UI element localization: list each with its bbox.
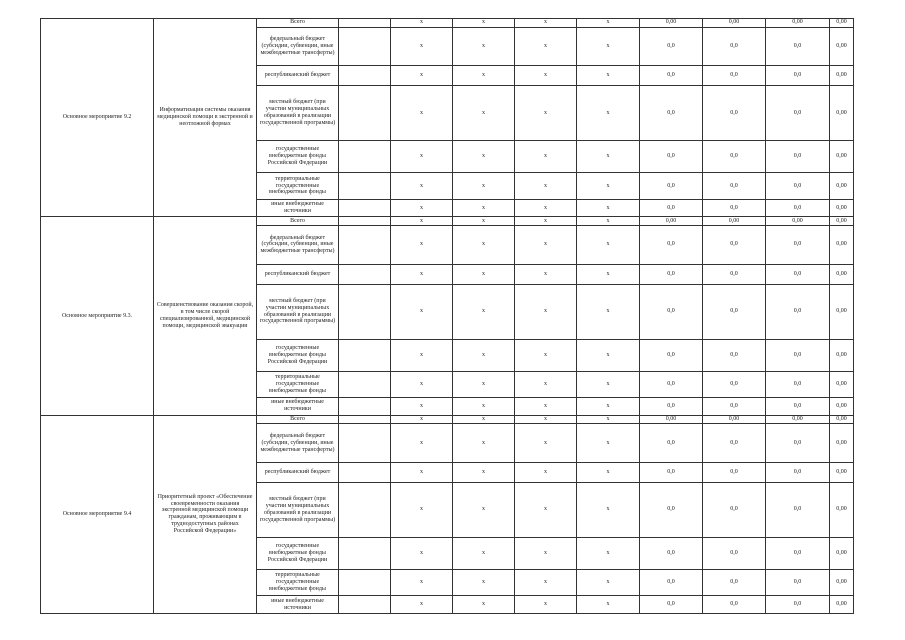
not-applicable-mark: х (577, 424, 640, 463)
amount-cell: 0,0 (703, 397, 766, 415)
amount-cell: 0,00 (830, 226, 854, 265)
not-applicable-mark: х (453, 371, 515, 397)
amount-cell: 0,0 (703, 173, 766, 199)
funding-source-cell: иные внебюджетные источники (257, 397, 339, 415)
amount-cell: 0,00 (830, 537, 854, 569)
amount-cell: 0,0 (766, 462, 830, 482)
amount-cell: 0,0 (703, 424, 766, 463)
not-applicable-mark: х (391, 86, 453, 141)
funding-source-cell: местный бюджет (при участии муниципальных образований в реализации государственной программы) (257, 482, 339, 537)
not-applicable-mark: х (515, 66, 577, 86)
amount-cell: 0,0 (640, 537, 703, 569)
not-applicable-mark: х (453, 141, 515, 173)
funding-source-cell: республиканский бюджет (257, 66, 339, 86)
amount-cell: 0,00 (703, 19, 766, 28)
event-title-cell: Приоритетный проект «Обеспечение своевременности оказания экстренной медицинской помощи гражданам, проживающим в труднодоступных районах Российской Федерации» (154, 415, 257, 613)
amount-cell: 0,00 (830, 371, 854, 397)
not-applicable-mark: х (515, 482, 577, 537)
amount-cell: 0,0 (766, 141, 830, 173)
not-applicable-mark: х (453, 415, 515, 424)
not-applicable-mark: х (577, 596, 640, 614)
not-applicable-mark: х (453, 86, 515, 141)
not-applicable-mark: х (391, 19, 453, 28)
amount-cell: 0,00 (703, 217, 766, 226)
amount-cell: 0,0 (703, 596, 766, 614)
amount-cell: 0,0 (703, 284, 766, 339)
amount-cell: 0,00 (830, 173, 854, 199)
amount-cell: 0,0 (766, 371, 830, 397)
amount-cell: 0,0 (640, 462, 703, 482)
budget-table (40, 18, 854, 614)
not-applicable-mark: х (391, 569, 453, 595)
amount-cell: 0,00 (830, 482, 854, 537)
empty-cell (339, 339, 391, 371)
funding-source-cell: государственные внебюджетные фонды Российской Федерации (257, 141, 339, 173)
amount-cell: 0,0 (703, 226, 766, 265)
empty-cell (339, 569, 391, 595)
amount-cell: 0,0 (703, 199, 766, 217)
not-applicable-mark: х (515, 339, 577, 371)
empty-cell (339, 199, 391, 217)
not-applicable-mark: х (453, 226, 515, 265)
amount-cell: 0,0 (703, 264, 766, 284)
not-applicable-mark: х (577, 86, 640, 141)
not-applicable-mark: х (453, 199, 515, 217)
amount-cell: 0,0 (766, 173, 830, 199)
not-applicable-mark: х (515, 397, 577, 415)
not-applicable-mark: х (391, 217, 453, 226)
empty-cell (339, 596, 391, 614)
amount-cell: 0,0 (766, 569, 830, 595)
not-applicable-mark: х (577, 415, 640, 424)
amount-cell: 0,00 (640, 415, 703, 424)
amount-cell: 0,0 (703, 339, 766, 371)
not-applicable-mark: х (453, 173, 515, 199)
not-applicable-mark: х (391, 264, 453, 284)
amount-cell: 0,0 (766, 264, 830, 284)
not-applicable-mark: х (453, 569, 515, 595)
amount-cell: 0,00 (830, 397, 854, 415)
not-applicable-mark: х (515, 537, 577, 569)
not-applicable-mark: х (515, 217, 577, 226)
amount-cell: 0,00 (830, 569, 854, 595)
not-applicable-mark: х (391, 173, 453, 199)
table-row (41, 19, 854, 28)
amount-cell: 0,00 (830, 264, 854, 284)
funding-source-cell: иные внебюджетные источники (257, 596, 339, 614)
amount-cell: 0,0 (766, 27, 830, 66)
not-applicable-mark: х (577, 27, 640, 66)
not-applicable-mark: х (577, 217, 640, 226)
not-applicable-mark: х (391, 66, 453, 86)
amount-cell: 0,0 (703, 27, 766, 66)
amount-cell: 0,0 (766, 424, 830, 463)
not-applicable-mark: х (453, 339, 515, 371)
not-applicable-mark: х (577, 482, 640, 537)
amount-cell: 0,00 (830, 217, 854, 226)
not-applicable-mark: х (515, 424, 577, 463)
not-applicable-mark: х (453, 397, 515, 415)
not-applicable-mark: х (515, 371, 577, 397)
not-applicable-mark: х (453, 217, 515, 226)
empty-cell (339, 264, 391, 284)
not-applicable-mark: х (515, 141, 577, 173)
amount-cell: 0,0 (766, 66, 830, 86)
empty-cell (339, 19, 391, 28)
amount-cell: 0,0 (766, 86, 830, 141)
not-applicable-mark: х (391, 27, 453, 66)
not-applicable-mark: х (391, 596, 453, 614)
not-applicable-mark: х (391, 141, 453, 173)
not-applicable-mark: х (577, 537, 640, 569)
not-applicable-mark: х (453, 19, 515, 28)
not-applicable-mark: х (577, 339, 640, 371)
amount-cell: 0,00 (830, 86, 854, 141)
not-applicable-mark: х (515, 596, 577, 614)
empty-cell (339, 397, 391, 415)
funding-source-cell: республиканский бюджет (257, 264, 339, 284)
not-applicable-mark: х (453, 66, 515, 86)
amount-cell: 0,0 (640, 339, 703, 371)
amount-cell: 0,0 (766, 284, 830, 339)
amount-cell: 0,0 (703, 569, 766, 595)
amount-cell: 0,0 (640, 284, 703, 339)
amount-cell: 0,00 (830, 284, 854, 339)
table-body (41, 19, 854, 614)
amount-cell: 0,00 (830, 339, 854, 371)
amount-cell: 0,00 (830, 462, 854, 482)
amount-cell: 0,0 (766, 199, 830, 217)
amount-cell: 0,0 (703, 86, 766, 141)
amount-cell: 0,0 (766, 596, 830, 614)
amount-cell: 0,0 (703, 537, 766, 569)
amount-cell: 0,0 (766, 339, 830, 371)
not-applicable-mark: х (391, 462, 453, 482)
amount-cell: 0,0 (703, 462, 766, 482)
empty-cell (339, 424, 391, 463)
not-applicable-mark: х (391, 537, 453, 569)
funding-source-cell: федеральный бюджет (субсидии, субвенции, иные межбюджетные трансферты) (257, 226, 339, 265)
amount-cell: 0,00 (830, 596, 854, 614)
not-applicable-mark: х (577, 226, 640, 265)
not-applicable-mark: х (577, 462, 640, 482)
empty-cell (339, 86, 391, 141)
amount-cell: 0,00 (766, 19, 830, 28)
not-applicable-mark: х (391, 415, 453, 424)
funding-source-cell: государственные внебюджетные фонды Российской Федерации (257, 537, 339, 569)
amount-cell: 0,0 (640, 141, 703, 173)
funding-source-cell: федеральный бюджет (субсидии, субвенции, иные межбюджетные трансферты) (257, 27, 339, 66)
not-applicable-mark: х (391, 199, 453, 217)
amount-cell: 0,00 (703, 415, 766, 424)
empty-cell (339, 415, 391, 424)
event-title-cell: Информатизация системы оказания медицинской помощи в экстренной и неотложной формах (154, 19, 257, 217)
amount-cell: 0,0 (640, 27, 703, 66)
table-row (41, 217, 854, 226)
not-applicable-mark: х (515, 19, 577, 28)
amount-cell: 0,0 (640, 226, 703, 265)
empty-cell (339, 66, 391, 86)
not-applicable-mark: х (515, 264, 577, 284)
empty-cell (339, 141, 391, 173)
empty-cell (339, 537, 391, 569)
funding-source-cell: федеральный бюджет (субсидии, субвенции, иные межбюджетные трансферты) (257, 424, 339, 463)
not-applicable-mark: х (577, 19, 640, 28)
funding-source-cell: иные внебюджетные источники (257, 199, 339, 217)
not-applicable-mark: х (515, 284, 577, 339)
event-name-cell: Основное мероприятие 9.4 (41, 415, 154, 613)
not-applicable-mark: х (515, 27, 577, 66)
amount-cell: 0,00 (830, 415, 854, 424)
event-name-cell: Основное мероприятие 9.3. (41, 217, 154, 415)
amount-cell: 0,0 (640, 482, 703, 537)
empty-cell (339, 284, 391, 339)
amount-cell: 0,00 (640, 19, 703, 28)
amount-cell: 0,0 (766, 226, 830, 265)
amount-cell: 0,0 (703, 66, 766, 86)
not-applicable-mark: х (453, 482, 515, 537)
amount-cell: 0,0 (766, 537, 830, 569)
funding-source-cell: Всего (257, 19, 339, 28)
amount-cell: 0,0 (640, 397, 703, 415)
amount-cell: 0,00 (830, 199, 854, 217)
funding-source-cell: местный бюджет (при участии муниципальных образований в реализации государственной программы) (257, 284, 339, 339)
amount-cell: 0,00 (830, 66, 854, 86)
funding-source-cell: территориальные государственные внебюджетные фонды (257, 371, 339, 397)
amount-cell: 0,0 (640, 173, 703, 199)
amount-cell: 0,00 (766, 217, 830, 226)
funding-source-cell: территориальные государственные внебюджетные фонды (257, 569, 339, 595)
not-applicable-mark: х (391, 284, 453, 339)
amount-cell: 0,0 (766, 397, 830, 415)
amount-cell: 0,0 (640, 596, 703, 614)
not-applicable-mark: х (391, 339, 453, 371)
amount-cell: 0,0 (640, 66, 703, 86)
amount-cell: 0,00 (766, 415, 830, 424)
funding-source-cell: территориальные государственные внебюджетные фонды (257, 173, 339, 199)
funding-source-cell: Всего (257, 217, 339, 226)
not-applicable-mark: х (515, 199, 577, 217)
empty-cell (339, 371, 391, 397)
funding-source-cell: местный бюджет (при участии муниципальных образований в реализации государственной программы) (257, 86, 339, 141)
not-applicable-mark: х (577, 173, 640, 199)
table-row (41, 415, 854, 424)
amount-cell: 0,0 (640, 371, 703, 397)
not-applicable-mark: х (453, 537, 515, 569)
not-applicable-mark: х (577, 371, 640, 397)
empty-cell (339, 173, 391, 199)
not-applicable-mark: х (391, 397, 453, 415)
not-applicable-mark: х (453, 27, 515, 66)
not-applicable-mark: х (577, 141, 640, 173)
amount-cell: 0,0 (640, 86, 703, 141)
not-applicable-mark: х (577, 284, 640, 339)
not-applicable-mark: х (391, 226, 453, 265)
empty-cell (339, 482, 391, 537)
amount-cell: 0,00 (830, 27, 854, 66)
not-applicable-mark: х (577, 199, 640, 217)
amount-cell: 0,0 (703, 141, 766, 173)
not-applicable-mark: х (577, 264, 640, 284)
amount-cell: 0,0 (703, 482, 766, 537)
not-applicable-mark: х (577, 66, 640, 86)
not-applicable-mark: х (453, 596, 515, 614)
not-applicable-mark: х (453, 284, 515, 339)
amount-cell: 0,00 (830, 424, 854, 463)
not-applicable-mark: х (515, 569, 577, 595)
empty-cell (339, 226, 391, 265)
not-applicable-mark: х (391, 371, 453, 397)
funding-source-cell: государственные внебюджетные фонды Российской Федерации (257, 339, 339, 371)
not-applicable-mark: х (453, 264, 515, 284)
event-name-cell: Основное мероприятие 9.2 (41, 19, 154, 217)
amount-cell: 0,00 (640, 217, 703, 226)
not-applicable-mark: х (515, 415, 577, 424)
event-title-cell: Совершенствование оказания скорой, в том числе скорой специализированной, медицинской помощи, медицинской эвакуации (154, 217, 257, 415)
empty-cell (339, 462, 391, 482)
not-applicable-mark: х (453, 424, 515, 463)
amount-cell: 0,0 (640, 199, 703, 217)
amount-cell: 0,0 (640, 264, 703, 284)
not-applicable-mark: х (515, 462, 577, 482)
amount-cell: 0,0 (766, 482, 830, 537)
not-applicable-mark: х (515, 86, 577, 141)
not-applicable-mark: х (391, 482, 453, 537)
amount-cell: 0,0 (703, 371, 766, 397)
amount-cell: 0,00 (830, 141, 854, 173)
amount-cell: 0,00 (830, 19, 854, 28)
not-applicable-mark: х (391, 424, 453, 463)
empty-cell (339, 217, 391, 226)
amount-cell: 0,0 (640, 424, 703, 463)
not-applicable-mark: х (577, 397, 640, 415)
not-applicable-mark: х (577, 569, 640, 595)
amount-cell: 0,0 (640, 569, 703, 595)
not-applicable-mark: х (515, 173, 577, 199)
funding-source-cell: республиканский бюджет (257, 462, 339, 482)
funding-source-cell: Всего (257, 415, 339, 424)
not-applicable-mark: х (515, 226, 577, 265)
empty-cell (339, 27, 391, 66)
not-applicable-mark: х (453, 462, 515, 482)
